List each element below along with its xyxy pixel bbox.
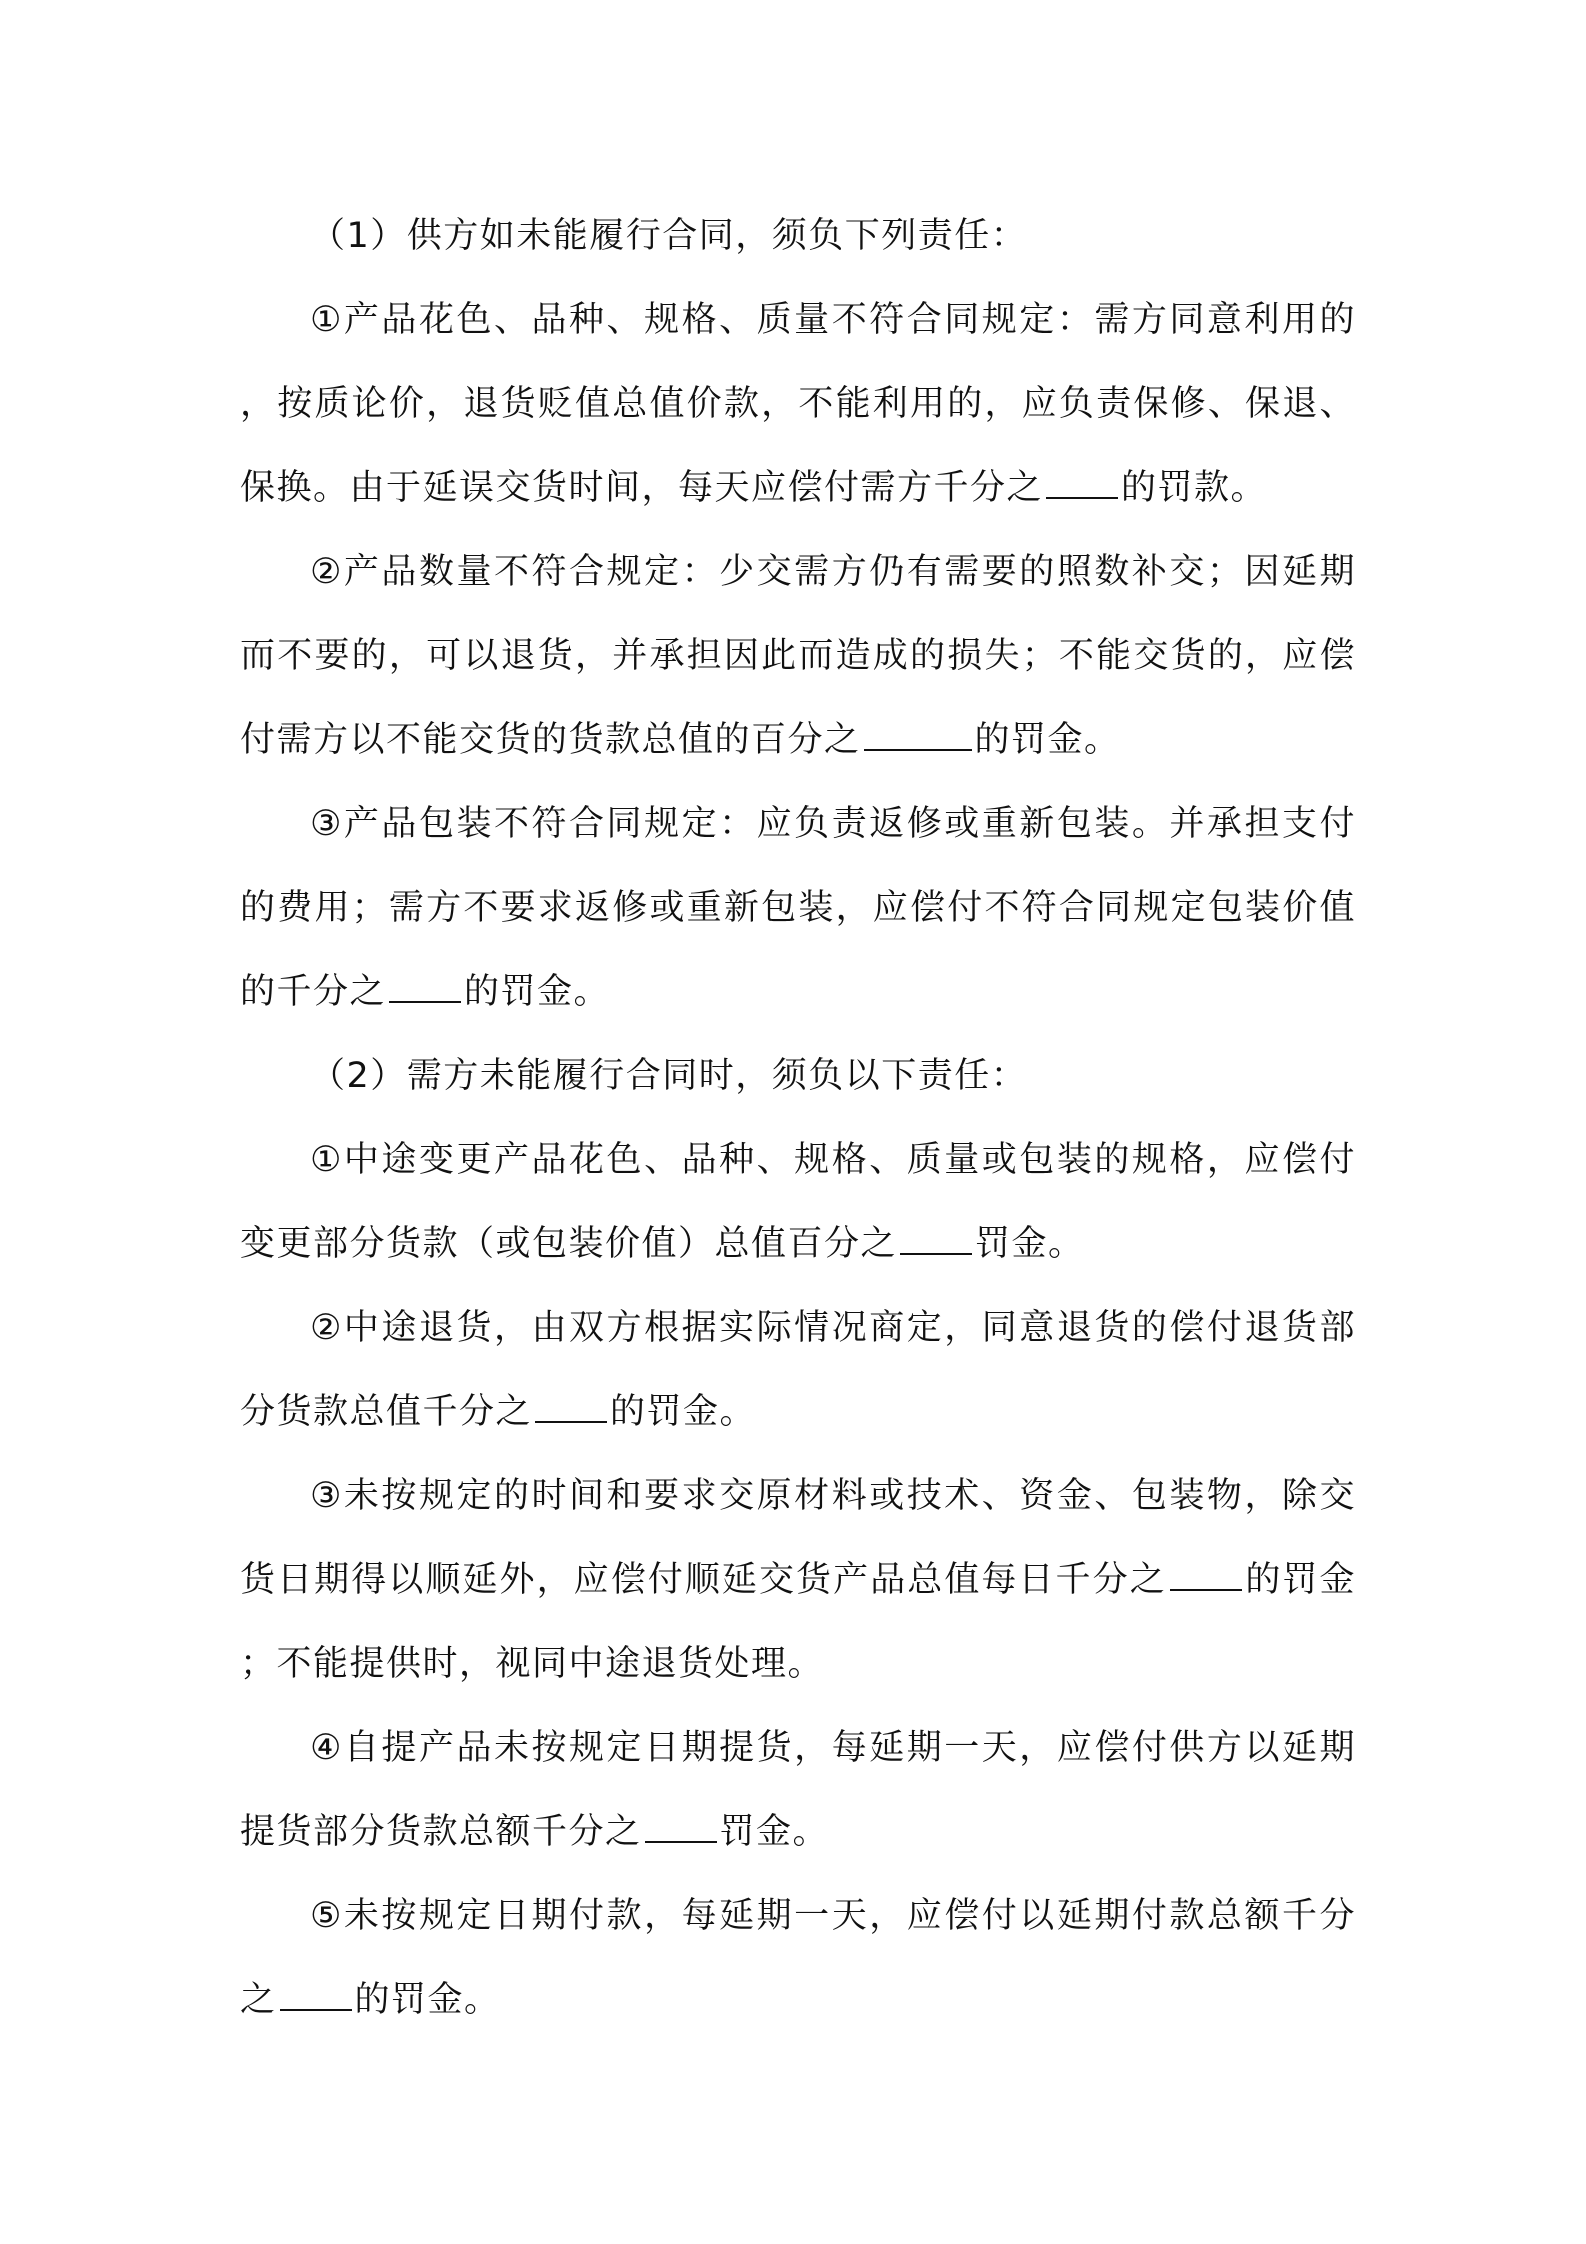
clause-supplier-quality: ①产品花色、品种、规格、质量不符合同规定：需方同意利用的，按质论价，退货贬值总值价款，不能利用的，应负责保修、保退、保换。由于延误交货时间，每天应偿付需方千分之 的罚款。 bbox=[240, 300, 1356, 508]
clause-supplier-heading: （1）供方如未能履行合同，须负下列责任： bbox=[310, 216, 1028, 256]
clause-buyer-return: ②中途退货，由双方根据实际情况商定，同意退货的偿付退货部分货款总值千分之 的罚金。 bbox=[240, 1308, 1356, 1432]
clause-buyer-payment: ⑤未按规定日期付款，每延期一天，应偿付以延期付款总额千分之 的罚金。 bbox=[240, 1896, 1356, 2020]
clause-buyer-heading: （2）需方未能履行合同时，须负以下责任： bbox=[310, 1056, 1028, 1096]
clause-supplier-packaging: ③产品包装不符合同规定：应负责返修或重新包装。并承担支付的费用；需方不要求返修或重新包装，应偿付不符合同规定包装价值的千分之 的罚金。 bbox=[240, 804, 1356, 1012]
clause-buyer-materials: ③未按规定的时间和要求交原材料或技术、资金、包装物，除交货日期得以顺延外，应偿付顺延交货产品总值每日千分之 的罚金；不能提供时，视同中途退货处理。 bbox=[240, 1476, 1356, 1684]
fill-blank bbox=[535, 1420, 607, 1423]
clause-buyer-pickup: ④自提产品未按规定日期提货，每延期一天，应偿付供方以延期提货部分货款总额千分之 罚金。 bbox=[240, 1728, 1356, 1852]
fill-blank bbox=[645, 1840, 717, 1843]
fill-blank bbox=[280, 2008, 352, 2011]
clause-buyer-change: ①中途变更产品花色、品种、规格、质量或包装的规格，应偿付变更部分货款（或包装价值）总值百分之 罚金。 bbox=[240, 1140, 1356, 1264]
fill-blank bbox=[864, 748, 972, 751]
fill-blank bbox=[1170, 1588, 1242, 1591]
fill-blank bbox=[900, 1252, 972, 1255]
fill-blank bbox=[389, 1000, 461, 1003]
clause-supplier-quantity: ②产品数量不符合规定：少交需方仍有需要的照数补交；因延期而不要的，可以退货，并承担因此而造成的损失；不能交货的，应偿付需方以不能交货的货款总值的百分之 的罚金。 bbox=[240, 552, 1356, 760]
fill-blank bbox=[1046, 496, 1118, 499]
